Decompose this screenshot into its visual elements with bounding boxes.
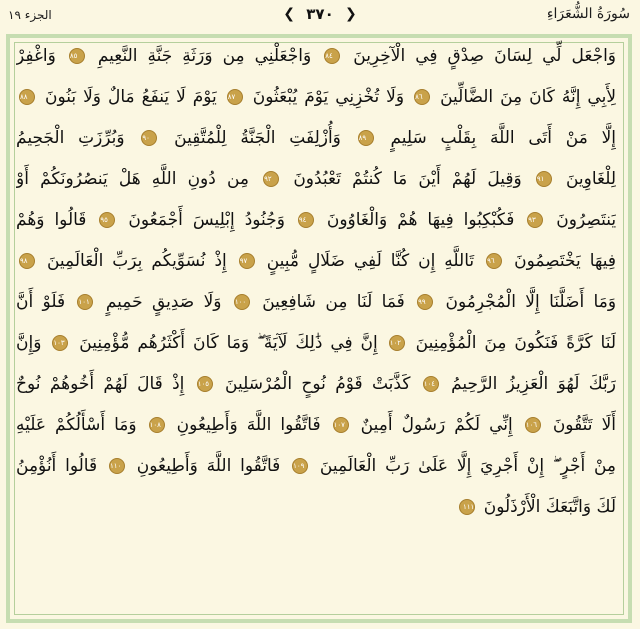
ayah-number-marker[interactable]: ١٠٠: [234, 294, 250, 310]
page-header: [0, 0, 640, 34]
quran-text-block: [16, 36, 616, 528]
ayah-number-marker[interactable]: ٩٨: [19, 253, 35, 269]
verse-text: وَاغْفِرْ: [16, 46, 56, 66]
text-line: [16, 487, 616, 528]
verse-text: وَجُنُودُ إِبْلِيسَ أَجْمَعُونَ: [128, 210, 285, 230]
ayah-number-marker[interactable]: ١٠٥: [197, 376, 213, 392]
ayah-number-marker[interactable]: ٩٧: [239, 253, 255, 269]
text-line: [16, 323, 616, 364]
ayah-number-marker[interactable]: ١٠٣: [52, 335, 68, 351]
text-line: [16, 77, 616, 118]
verse-text: وَاجْعَل لِّي لِسَانَ صِدْقٍ فِي الْآخِرِينَ: [353, 46, 616, 66]
juz-label: الجزء ١٩: [8, 8, 52, 22]
verse-text: يَوْمَ لَا يَنفَعُ مَالٌ وَلَا بَنُونَ: [44, 87, 217, 107]
ayah-number-marker[interactable]: ٩٦: [486, 253, 502, 269]
ayah-number-marker[interactable]: ١٠٩: [292, 458, 308, 474]
ayah-number-marker[interactable]: ١٠٦: [525, 417, 541, 433]
text-line: [16, 36, 616, 77]
verse-text: إِذْ قَالَ لَهُمْ أَخُوهُمْ نُوحٌ: [16, 374, 185, 394]
text-line: [16, 446, 616, 487]
text-line: [16, 118, 616, 159]
verse-text: فِيهَا يَخْتَصِمُونَ: [514, 251, 616, 271]
ayah-number-marker[interactable]: ٩٣: [527, 212, 543, 228]
verse-text: لِلْغَاوِينَ: [565, 169, 616, 189]
ayah-number-marker[interactable]: ٨٧: [227, 89, 243, 105]
verse-text: لَكَ وَاتَّبَعَكَ الْأَرْذَلُونَ: [483, 497, 616, 517]
ayah-number-marker[interactable]: ١٠٧: [333, 417, 349, 433]
verse-text: وَبُرِّزَتِ الْجَحِيمُ: [16, 128, 125, 148]
verse-text: إِنَّ فِي ذَٰلِكَ لَآيَةً ۖ وَمَا كَانَ أَكْثَرُهُم مُّؤْمِنِينَ: [79, 333, 378, 353]
ayah-number-marker[interactable]: ١١٠: [109, 458, 125, 474]
ayah-number-marker[interactable]: ٨٤: [324, 48, 340, 64]
verse-text: إِلَّا مَنْ أَتَى اللَّهَ بِقَلْبٍ سَلِيمٍ: [390, 128, 616, 148]
ayah-number-marker[interactable]: ٩٥: [99, 212, 115, 228]
page-navigation: [0, 4, 640, 23]
text-line: [16, 159, 616, 200]
surah-name: سُورَةُ الشُّعَرَاءِ: [546, 6, 630, 22]
page-number: ٣٧٠: [306, 4, 334, 23]
text-line: [16, 241, 616, 282]
verse-text: مِنْ أَجْرٍ ۖ إِنْ أَجْرِيَ إِلَّا عَلَىٰ رَبِّ الْعَالَمِينَ: [319, 456, 616, 476]
ayah-number-marker[interactable]: ١١١: [459, 499, 475, 515]
verse-text: يَنتَصِرُونَ: [556, 210, 616, 230]
ayah-number-marker[interactable]: ٨٦: [414, 89, 430, 105]
verse-text: وَإِنَّ: [16, 333, 42, 353]
ayah-number-marker[interactable]: ٩١: [536, 171, 552, 187]
text-line: [16, 405, 616, 446]
verse-text: مِن دُونِ اللَّهِ هَلْ يَنصُرُونَكُمْ أَوْ: [16, 169, 250, 189]
chevron-right-icon[interactable]: ❯: [344, 5, 357, 22]
ayah-number-marker[interactable]: ١٠٨: [149, 417, 165, 433]
ayah-number-marker[interactable]: ٩٢: [263, 171, 279, 187]
verse-text: فَاتَّقُوا اللَّهَ وَأَطِيعُونِ: [136, 456, 281, 476]
verse-text: وَمَا أَضَلَّنَا إِلَّا الْمُجْرِمُونَ: [445, 292, 616, 312]
text-line: [16, 282, 616, 323]
verse-text: وَاجْعَلْنِي مِن وَرَثَةِ جَنَّةِ النَّعِيمِ: [97, 46, 312, 66]
ayah-number-marker[interactable]: ٩٤: [298, 212, 314, 228]
verse-text: تَاللَّهِ إِن كُنَّا لَفِي ضَلَالٍ مُّبِينٍ: [266, 251, 475, 271]
text-line: [16, 364, 616, 405]
verse-text: كَذَّبَتْ قَوْمُ نُوحٍ الْمُرْسَلِينَ: [225, 374, 411, 394]
verse-text: فَمَا لَنَا مِن شَافِعِينَ: [262, 292, 405, 312]
verse-text: فَلَوْ أَنَّ: [16, 292, 66, 312]
verse-text: وَلَا صَدِيقٍ حَمِيمٍ: [105, 292, 222, 312]
verse-text: قَالُوا أَنُؤْمِنُ: [16, 456, 98, 476]
ayah-number-marker[interactable]: ٨٥: [69, 48, 85, 64]
verse-text: وَلَا تُخْزِنِي يَوْمَ يُبْعَثُونَ: [252, 87, 405, 107]
verse-text: لِأَبِي إِنَّهُ كَانَ مِنَ الضَّالِّينَ: [440, 87, 616, 107]
verse-text: رَبَّكَ لَهُوَ الْعَزِيزُ الرَّحِيمُ: [451, 374, 616, 394]
verse-text: فَكُبْكِبُوا فِيهَا هُمْ وَالْغَاوُونَ: [326, 210, 515, 230]
verse-text: إِذْ نُسَوِّيكُم بِرَبِّ الْعَالَمِينَ: [46, 251, 227, 271]
ayah-number-marker[interactable]: ١٠١: [77, 294, 93, 310]
ayah-number-marker[interactable]: ٨٨: [19, 89, 35, 105]
text-line: [16, 200, 616, 241]
verse-text: وَأُزْلِفَتِ الْجَنَّةُ لِلْمُتَّقِينَ: [174, 128, 341, 148]
ayah-number-marker[interactable]: ٨٩: [358, 130, 374, 146]
verse-text: إِنِّي لَكُمْ رَسُولٌ أَمِينٌ: [360, 415, 513, 435]
verse-text: وَمَا أَسْأَلُكُمْ عَلَيْهِ: [16, 415, 137, 435]
ayah-number-marker[interactable]: ٩٩: [417, 294, 433, 310]
verse-text: أَلَا تَتَّقُونَ: [552, 415, 616, 435]
ayah-number-marker[interactable]: ١٠٢: [389, 335, 405, 351]
verse-text: قَالُوا وَهُمْ: [16, 210, 87, 230]
ayah-number-marker[interactable]: ١٠٤: [423, 376, 439, 392]
verse-text: فَاتَّقُوا اللَّهَ وَأَطِيعُونِ: [176, 415, 321, 435]
verse-text: لَنَا كَرَّةً فَنَكُونَ مِنَ الْمُؤْمِنِينَ: [415, 333, 616, 353]
verse-text: وَقِيلَ لَهُمْ أَيْنَ مَا كُنتُمْ تَعْبُدُونَ: [293, 169, 522, 189]
chevron-left-icon[interactable]: ❮: [283, 5, 296, 22]
ayah-number-marker[interactable]: ٩٠: [141, 130, 157, 146]
